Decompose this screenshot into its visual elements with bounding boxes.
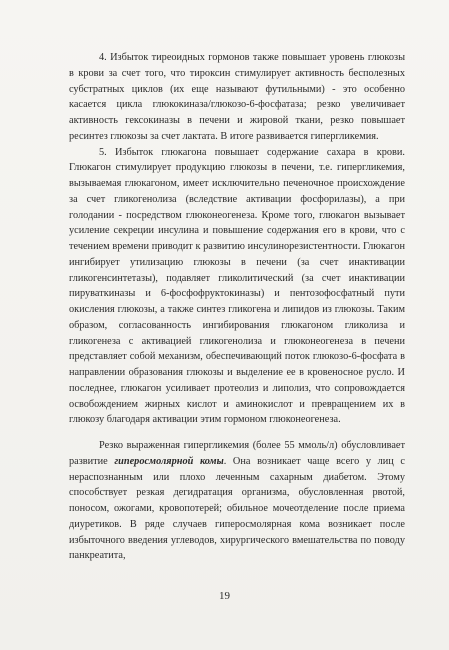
paragraph-hyperosmolar-coma-end: . Она возникает чаще всего у лиц с нераспознанным или плохо леченным сахарным диабетом. Этому способствует резкая дегидратация организма, обусловленная рвотой, поносом, ожогами, кровопотерей; обильное мочеотделение после приема диуретиков. В ряде случаев гиперосмолярная кома возникает после избыточного введения углеводов, хирургического вмешательства по поводу панкреатита,: [69, 455, 405, 562]
paragraph-hyperosmolar-coma-start: Резко выраженная гипергликемия (более 55 ммоль/л) обусловливает развитие: [69, 440, 405, 467]
page-number: 19: [219, 590, 230, 602]
term-hyperosmolar-coma: гиперосмолярной комы: [114, 455, 224, 467]
paragraph-hyperosmolar-coma: [69, 438, 405, 564]
paragraph-glucagon: 5. Избыток глюкагона повышает содержание сахара в крови. Глюкагон стимулирует продукцию глюкозы в печени, т.е. гипергликемия, вызываемая глюкагоном, имеет исключительно печеночное происхождение за счет гликогенолиза (вследствие активации фосфорилазы), а при голодании - посредством глюконеогенеза. Кроме того, глюкагон вызывает усиление секреции инсулина и повышение содержания его в крови, что с течением времени приводит к развитию инсулинорезистентности. Глюкагон ингибирует утилизацию глюкозы в печени (за счет инактивации гликогенсинтетазы), подавляет гликолитический (за счет инактивации пируваткиназы и 6-фосфофруктокиназы) и пентозофосфатный пути окисления глюкозы, а также синтез гликогена и липидов из глюкозы. Таким образом, согласованность ингибирования глюкагоном гликолиза и гликогенеза с активацией гликогенолиза и глюконеогенеза в печени представляет собой механизм, обеспечивающий поток глюкозо-6-фосфата в направлении образования глюкозы и выделение ее в кровеносное русло. И последнее, глюкагон усиливает протеолиз и липолиз, что сопровождается освобождением жирных кислот и аминокислот и превращением их в глюкозу благодаря активации этим гормоном глюконеогенеза.: [69, 146, 405, 426]
body-text: [69, 50, 405, 564]
paragraph-thyroid-hormones: 4. Избыток тиреоидных гормонов также повышает уровень глюкозы в крови за счет того, что тироксин стимулирует активность бесполезных субстратных циклов (их еще называют футильными) - это особенно касается цикла глюкокиназа/глюкозо-6-фосфатаза; резко увеличивает активность гексокиназы в печени и жировой ткани, резко повышает ресинтез глюкозы за счет лактата. В итоге развивается гипергликемия.: [69, 52, 405, 142]
